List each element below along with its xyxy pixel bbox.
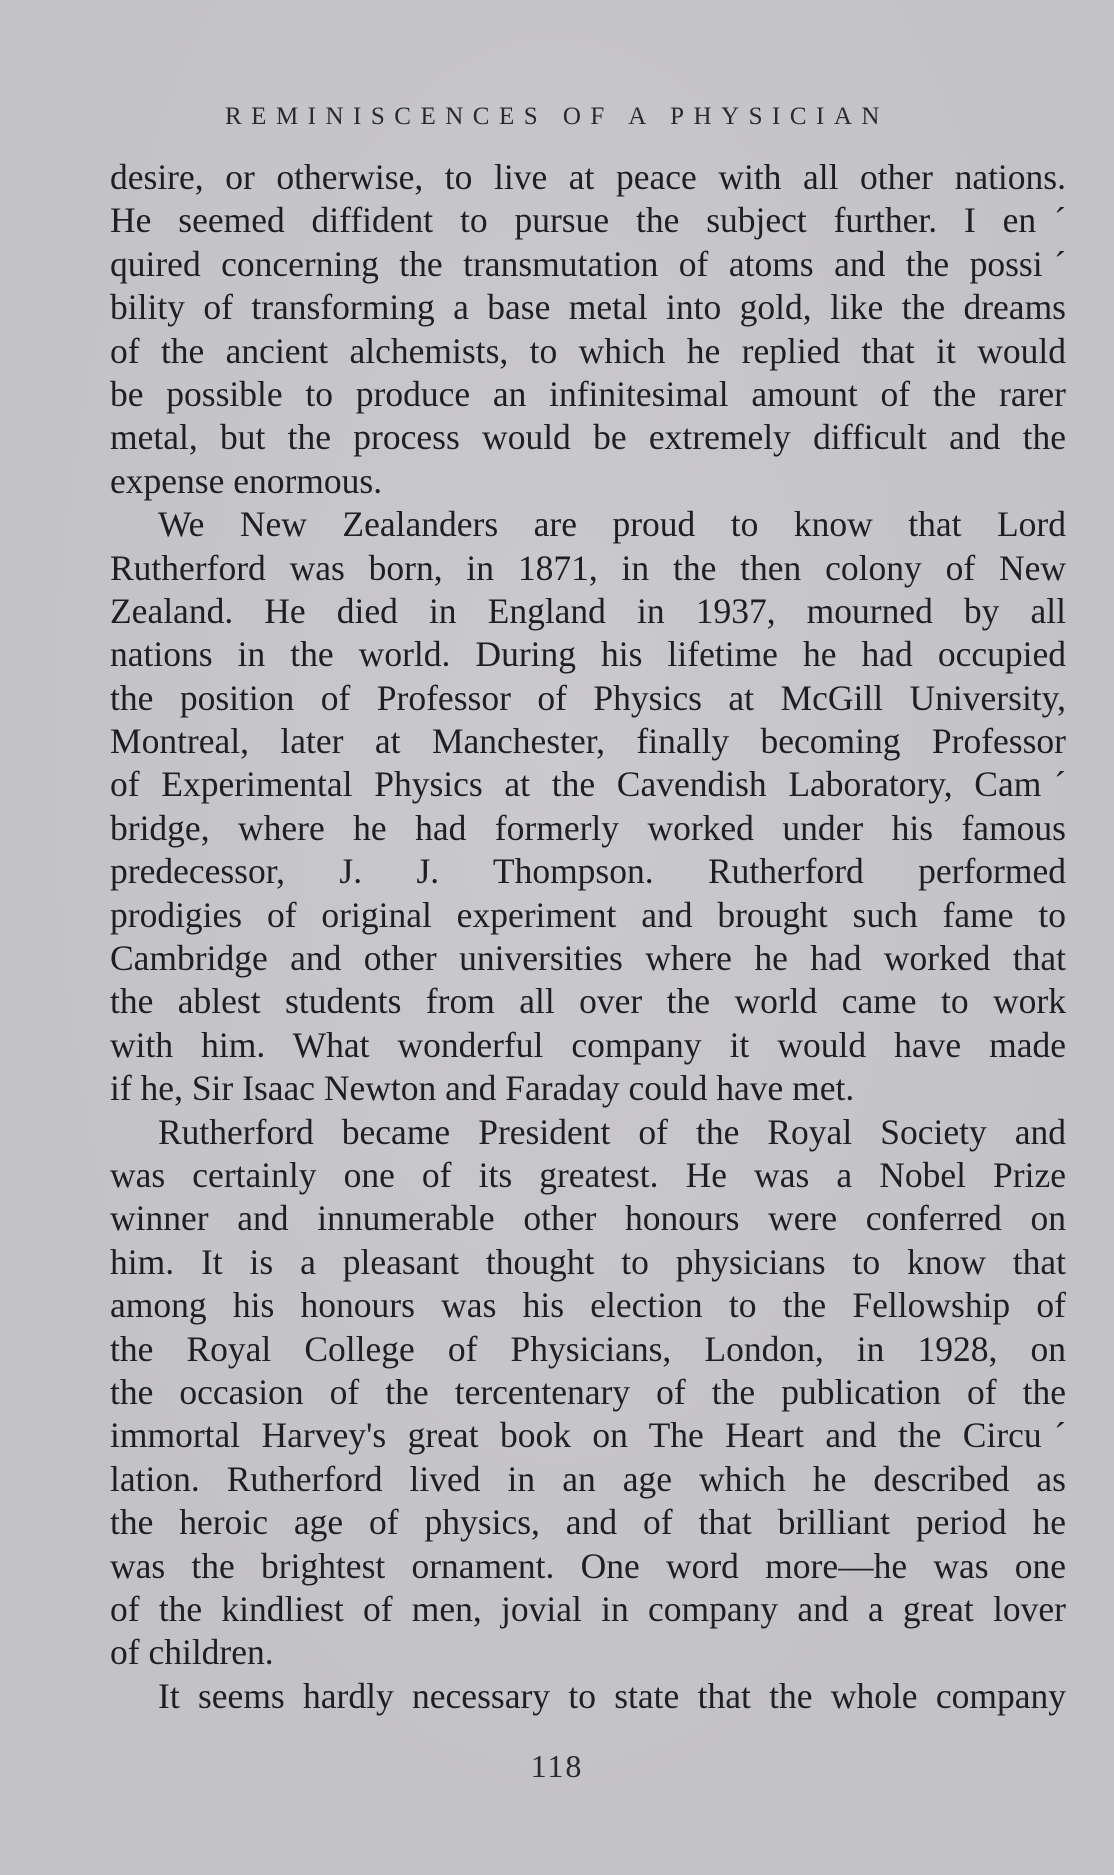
text-line: if he, Sir Isaac Newton and Faraday could have met. — [110, 1068, 855, 1109]
text-line: of the ancient alchemists, to which he replied that it would — [110, 330, 1066, 371]
text-line: the ablest students from all over the world came to work — [110, 981, 1066, 1022]
text-line: the occasion of the tercentenary of the publication of the — [110, 1371, 1066, 1412]
text-line: was the brightest ornament. One word more—he was one — [110, 1545, 1066, 1586]
running-head: REMINISCENCES OF A PHYSICIAN — [225, 103, 889, 130]
text-line: of children. — [110, 1632, 274, 1673]
text-line: Cambridge and other universities where he had worked that — [110, 938, 1066, 979]
text-line: Rutherford became President of the Royal Society and — [158, 1111, 1066, 1152]
text-line: immortal Harvey's great book on The Heart and the Circuˊ — [110, 1415, 1066, 1456]
text-line: lation. Rutherford lived in an age which he described as — [110, 1458, 1066, 1499]
text-line: be possible to produce an infinitesimal amount of the rarer — [110, 373, 1066, 414]
text-line: of Experimental Physics at the Cavendish Laboratory, Camˊ — [110, 764, 1066, 805]
text-line: of the kindliest of men, jovial in company and a great lover — [110, 1588, 1066, 1629]
text-line: the Royal College of Physicians, London, in 1928, on — [110, 1328, 1066, 1369]
body-text — [110, 156, 1066, 1718]
text-line: predecessor, J. J. Thompson. Rutherford performed — [110, 851, 1066, 892]
page-number: 118 — [530, 1748, 584, 1784]
text-line: among his honours was his election to the Fellowship of — [110, 1285, 1066, 1326]
text-line: desire, or otherwise, to live at peace with all other nations. — [110, 157, 1066, 197]
text-line: prodigies of original experiment and brought such fame to — [110, 894, 1066, 935]
text-line: with him. What wonderful company it would have made — [110, 1024, 1066, 1065]
text-line: Zealand. He died in England in 1937, mourned by all — [110, 590, 1066, 631]
text-line: It seems hardly necessary to state that the whole company — [158, 1675, 1066, 1716]
text-line: him. It is a pleasant thought to physicians to know that — [110, 1241, 1066, 1282]
text-line: was certainly one of its greatest. He was a Nobel Prize — [110, 1154, 1066, 1195]
text-line: He seemed diffident to pursue the subject further. I enˊ — [110, 200, 1066, 241]
text-line: winner and innumerable other honours were conferred on — [110, 1198, 1066, 1239]
text-line: nations in the world. During his lifetime he had occupied — [110, 634, 1066, 675]
text-line: expense enormous. — [110, 460, 383, 501]
text-line: quired concerning the transmutation of atoms and the possiˊ — [110, 243, 1066, 284]
text-line: We New Zealanders are proud to know that Lord — [158, 504, 1066, 545]
text-line: Montreal, later at Manchester, finally becoming Professor — [110, 721, 1066, 762]
text-line: metal, but the process would be extremely difficult and the — [110, 417, 1066, 458]
text-line: the heroic age of physics, and of that brilliant period he — [110, 1502, 1066, 1543]
text-line: bridge, where he had formerly worked under his famous — [110, 807, 1066, 848]
text-line: Rutherford was born, in 1871, in the then colony of New — [110, 547, 1066, 588]
text-line: bility of transforming a base metal into gold, like the dreams — [110, 287, 1066, 328]
text-line: the position of Professor of Physics at McGill University, — [110, 677, 1066, 718]
